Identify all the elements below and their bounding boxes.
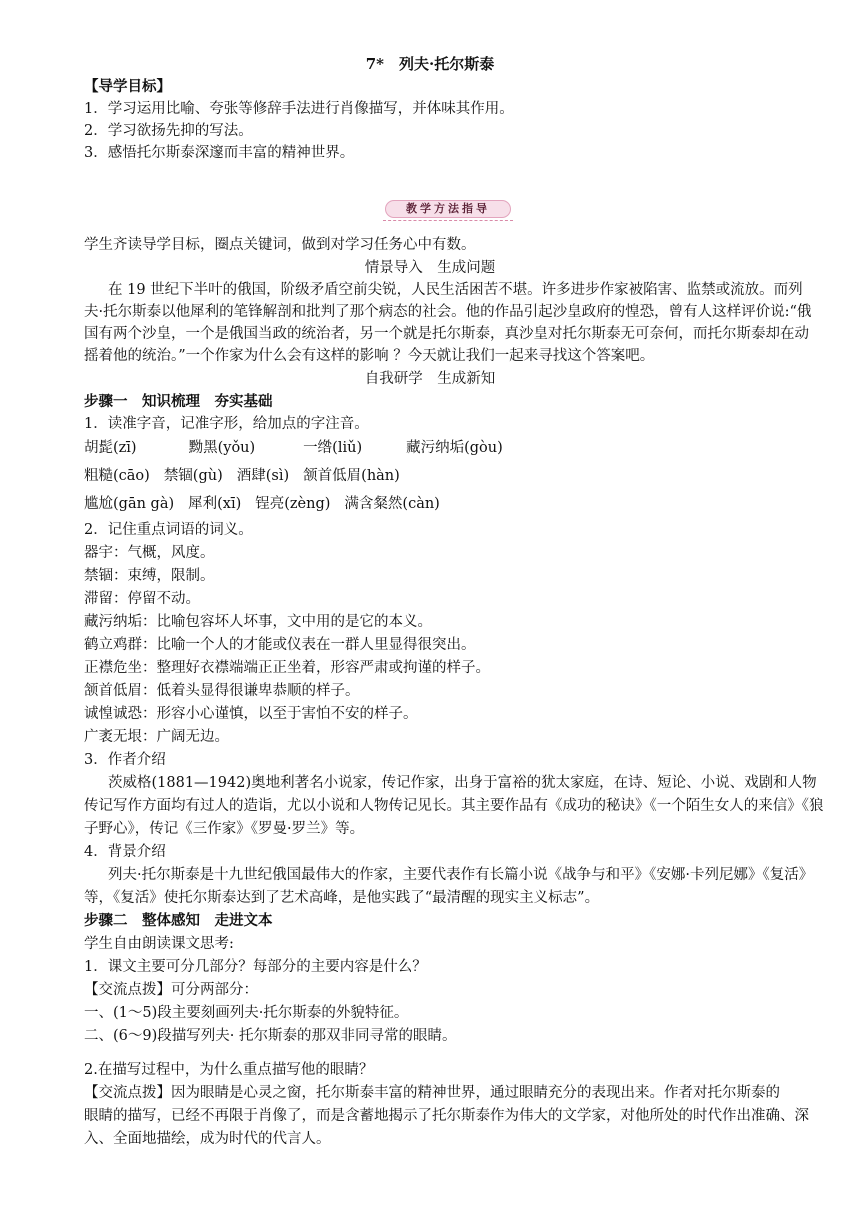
author-paragraph-line: 茨威格(1881—1942)奥地利著名小说家，传记作家，出身于富裕的犹太家庭，在诗、短论、小说、戏剧和人物 bbox=[108, 775, 817, 791]
question-pinyin: 1．读准字音，记准字形，给加点的字注音。 bbox=[84, 416, 369, 432]
pinyin-word: 酒肆(sì) bbox=[236, 468, 290, 484]
pinyin-word: 藏污纳垢(gòu) bbox=[406, 440, 503, 456]
vocab-item: 诚惶诚恐：形容小心谨慎，以至于害怕不安的样子。 bbox=[84, 706, 418, 722]
pinyin-word: 尴尬(gān gà) bbox=[84, 496, 175, 512]
vocab-item: 正襟危坐：整理好衣襟端端正正坐着，形容严肃或拘谨的样子。 bbox=[84, 660, 490, 676]
pinyin-word: 粗糙(cāo) bbox=[84, 468, 150, 484]
answer-paragraph-line: 眼睛的描写，已经不再限于肖像了，而是含蓄地揭示了托尔斯泰作为伟大的文学家，对他所处的时代作出准确、深 bbox=[84, 1108, 809, 1124]
step-one-heading: 步骤一 知识梳理 夯实基础 bbox=[84, 393, 273, 410]
answer-label: 【交流点拨】可分两部分： bbox=[84, 982, 258, 998]
vocab-item: 颔首低眉：低着头显得很谦卑恭顺的样子。 bbox=[84, 683, 360, 699]
goal-item: 2．学习欲扬先抑的写法。 bbox=[84, 123, 253, 139]
step-two-question: 2.在描写过程中，为什么重点描写他的眼睛？ bbox=[84, 1062, 374, 1078]
section-heading-intro: 情景导入 生成问题 bbox=[364, 260, 496, 276]
question-author: 3．作者介绍 bbox=[84, 752, 166, 768]
page-title: 7* 列夫·托尔斯泰 bbox=[365, 55, 495, 73]
intro-paragraph-line: 摇着他的统治。”一个作家为什么会有这样的影响 ？今天就让我们一起来寻找这个答案吧。 bbox=[84, 348, 655, 364]
pinyin-word: 禁锢(gù) bbox=[163, 468, 223, 484]
vocab-item: 广袤无垠：广阔无边。 bbox=[84, 729, 229, 745]
author-paragraph-line: 传记写作方面均有过人的造诣，尤以小说和人物传记见长。其主要作品有《成功的秘诀》《一个陌生女人的来信》《狼 bbox=[84, 798, 824, 814]
pinyin-word: 胡髭(zī) bbox=[84, 440, 137, 456]
vocab-item: 器宇：气概，风度。 bbox=[84, 545, 215, 561]
answer-paragraph-line: 入、全面地描绘，成为时代的代言人。 bbox=[84, 1131, 331, 1147]
step-two-intro: 学生自由朗读课文思考: bbox=[84, 936, 234, 952]
question-vocab: 2．记住重点词语的词义。 bbox=[84, 522, 253, 538]
banner-label: 教学方法指导 bbox=[385, 200, 511, 218]
pinyin-row bbox=[84, 466, 400, 486]
vocab-item: 滞留：停留不动。 bbox=[84, 591, 200, 607]
pinyin-word: 犀利(xī) bbox=[188, 496, 242, 512]
section-heading-study: 自我研学 生成新知 bbox=[364, 371, 496, 387]
answer-item: 二、(6～9)段描写列夫· 托尔斯泰的那双非同寻常的眼睛。 bbox=[84, 1028, 457, 1044]
pinyin-word: 颔首低眉(hàn) bbox=[303, 468, 400, 484]
answer-item: 一、(1～5)段主要刻画列夫·托尔斯泰的外貌特征。 bbox=[84, 1005, 409, 1021]
pinyin-word: 满含粲然(càn) bbox=[344, 496, 440, 512]
intro-text: 学生齐读导学目标，圈点关键词，做到对学习任务心中有数。 bbox=[84, 237, 476, 253]
pinyin-word: 锃亮(zèng) bbox=[255, 496, 331, 512]
question-background: 4．背景介绍 bbox=[84, 844, 166, 860]
pinyin-word: 黝黑(yǒu) bbox=[188, 440, 256, 456]
pinyin-row bbox=[84, 438, 503, 458]
vocab-item: 鹤立鸡群：比喻一个人的才能或仪表在一群人里显得很突出。 bbox=[84, 637, 476, 653]
answer-paragraph-line: 【交流点拨】因为眼睛是心灵之窗，托尔斯泰丰富的精神世界，通过眼睛充分的表现出来。作者对托尔斯泰的 bbox=[84, 1085, 780, 1101]
vocab-item: 藏污纳垢：比喻包容坏人坏事，文中用的是它的本义。 bbox=[84, 614, 432, 630]
step-two-question: 1．课文主要可分几部分？每部分的主要内容是什么？ bbox=[84, 959, 427, 975]
goals-heading: 【导学目标】 bbox=[84, 78, 171, 95]
pinyin-word: 一绺(liǔ) bbox=[303, 440, 363, 456]
banner-rule bbox=[383, 220, 513, 221]
pinyin-row bbox=[84, 494, 440, 514]
intro-paragraph-line: 夫·托尔斯泰以他犀利的笔锋解剖和批判了那个病态的社会。他的作品引起沙皇政府的惶恐，曾有人这样评价说:“俄 bbox=[84, 304, 812, 320]
background-paragraph-line: 等，《复活》使托尔斯泰达到了艺术高峰，是他实践了“最清醒的现实主义标志”。 bbox=[84, 890, 600, 906]
intro-paragraph-line: 国有两个沙皇，一个是俄国当政的统治者，另一个就是托尔斯泰，真沙皇对托尔斯泰无可奈何，而托尔斯泰却在动 bbox=[84, 326, 809, 342]
goal-item: 3．感悟托尔斯泰深邃而丰富的精神世界。 bbox=[84, 145, 355, 161]
intro-paragraph-line: 在 19 世纪下半叶的俄国，阶级矛盾空前尖锐，人民生活困苦不堪。许多进步作家被陷害、监禁或流放。而列 bbox=[108, 282, 803, 298]
vocab-item: 禁锢：束缚，限制。 bbox=[84, 568, 215, 584]
background-paragraph-line: 列夫·托尔斯泰是十九世纪俄国最伟大的作家，主要代表作有长篇小说《战争与和平》《安娜·卡列尼娜》《复活》 bbox=[108, 867, 814, 883]
step-two-heading: 步骤二 整体感知 走进文本 bbox=[84, 912, 273, 929]
author-paragraph-line: 子野心》，传记《三作家》《罗曼·罗兰》等。 bbox=[84, 821, 365, 837]
goal-item: 1．学习运用比喻、夸张等修辞手法进行肖像描写，并体味其作用。 bbox=[84, 101, 514, 117]
teaching-method-banner bbox=[385, 198, 511, 222]
